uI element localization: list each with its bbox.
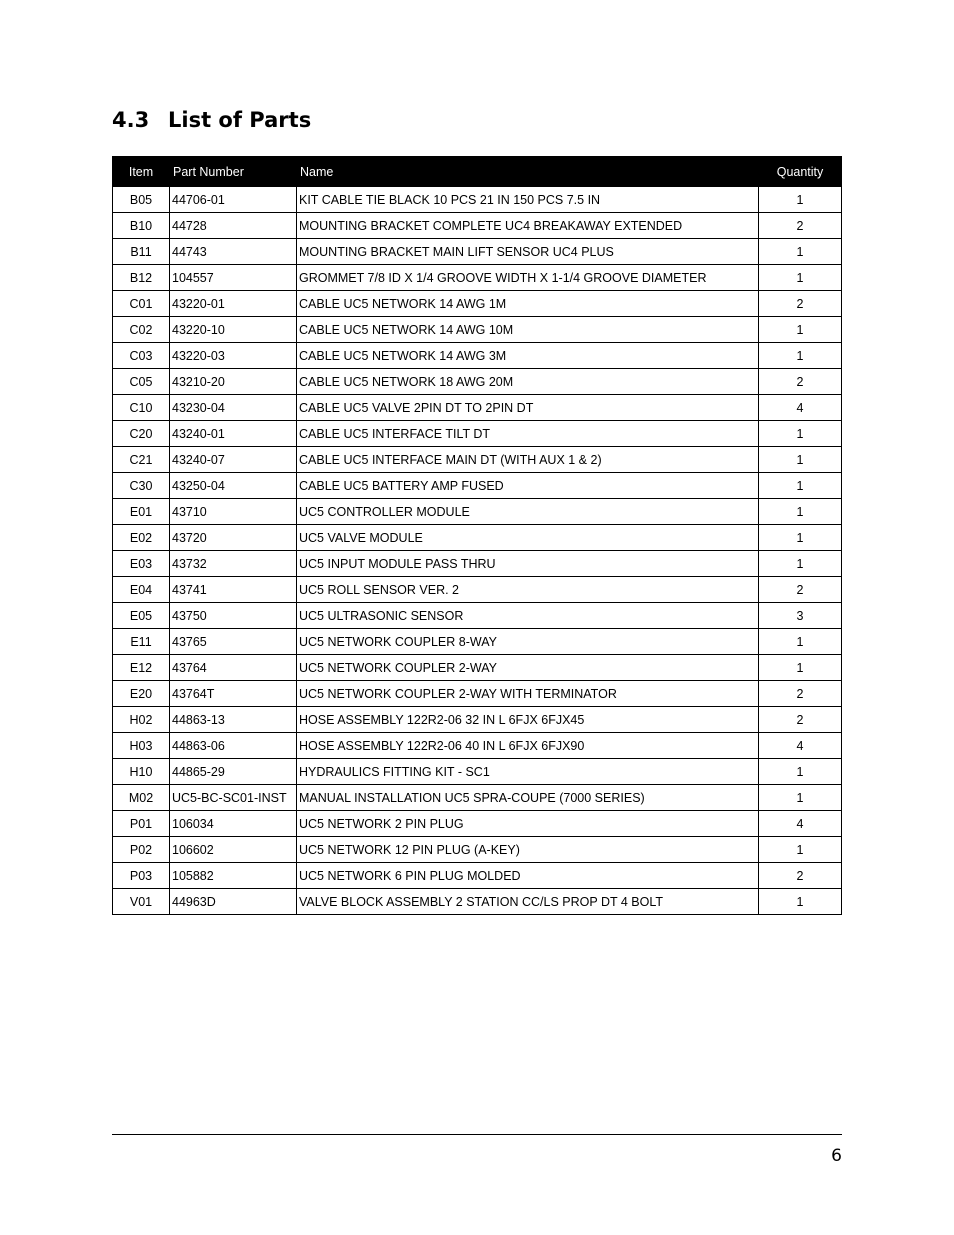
cell-item: E03: [113, 551, 170, 577]
table-row: [113, 629, 842, 655]
cell-item: C10: [113, 395, 170, 421]
table-row: [113, 551, 842, 577]
cell-item: E05: [113, 603, 170, 629]
footer-divider: [112, 1134, 842, 1135]
cell-part-number: 43220-10: [170, 317, 297, 343]
cell-name: UC5 NETWORK COUPLER 8-WAY: [297, 629, 759, 655]
cell-name: CABLE UC5 NETWORK 14 AWG 1M: [297, 291, 759, 317]
cell-name: MOUNTING BRACKET MAIN LIFT SENSOR UC4 PLUS: [297, 239, 759, 265]
cell-item: C03: [113, 343, 170, 369]
cell-item: M02: [113, 785, 170, 811]
table-row: [113, 863, 842, 889]
cell-item: C02: [113, 317, 170, 343]
cell-item: C30: [113, 473, 170, 499]
cell-part-number: 43220-03: [170, 343, 297, 369]
cell-name: MANUAL INSTALLATION UC5 SPRA-COUPE (7000 SERIES): [297, 785, 759, 811]
cell-item: B12: [113, 265, 170, 291]
cell-item: B05: [113, 187, 170, 213]
cell-quantity: 1: [759, 889, 842, 915]
header-part-number: Part Number: [170, 157, 297, 187]
cell-part-number: 43732: [170, 551, 297, 577]
cell-part-number: 43230-04: [170, 395, 297, 421]
table-row: [113, 369, 842, 395]
cell-part-number: 43720: [170, 525, 297, 551]
cell-part-number: 44706-01: [170, 187, 297, 213]
table-row: [113, 811, 842, 837]
cell-part-number: 44863-13: [170, 707, 297, 733]
cell-item: C20: [113, 421, 170, 447]
cell-quantity: 1: [759, 239, 842, 265]
section-number: 4.3: [112, 108, 150, 132]
cell-quantity: 1: [759, 187, 842, 213]
table-row: [113, 525, 842, 551]
cell-name: GROMMET 7/8 ID X 1/4 GROOVE WIDTH X 1-1/4 GROOVE DIAMETER: [297, 265, 759, 291]
cell-item: E04: [113, 577, 170, 603]
cell-part-number: 44743: [170, 239, 297, 265]
table-row: [113, 681, 842, 707]
cell-item: P02: [113, 837, 170, 863]
cell-item: C21: [113, 447, 170, 473]
cell-quantity: 2: [759, 369, 842, 395]
cell-quantity: 1: [759, 265, 842, 291]
cell-name: UC5 NETWORK 6 PIN PLUG MOLDED: [297, 863, 759, 889]
cell-item: E01: [113, 499, 170, 525]
cell-name: HYDRAULICS FITTING KIT - SC1: [297, 759, 759, 785]
cell-item: C05: [113, 369, 170, 395]
cell-quantity: 1: [759, 473, 842, 499]
cell-quantity: 2: [759, 291, 842, 317]
cell-part-number: 43764: [170, 655, 297, 681]
cell-quantity: 1: [759, 655, 842, 681]
cell-part-number: 43240-07: [170, 447, 297, 473]
cell-part-number: 44963D: [170, 889, 297, 915]
cell-name: HOSE ASSEMBLY 122R2-06 40 IN L 6FJX 6FJX90: [297, 733, 759, 759]
cell-item: P03: [113, 863, 170, 889]
cell-quantity: 3: [759, 603, 842, 629]
table-row: [113, 447, 842, 473]
table-row: [113, 239, 842, 265]
parts-table: [112, 156, 842, 915]
cell-name: HOSE ASSEMBLY 122R2-06 32 IN L 6FJX 6FJX45: [297, 707, 759, 733]
cell-item: H03: [113, 733, 170, 759]
cell-part-number: 43210-20: [170, 369, 297, 395]
cell-part-number: UC5-BC-SC01-INST: [170, 785, 297, 811]
cell-item: V01: [113, 889, 170, 915]
cell-name: UC5 CONTROLLER MODULE: [297, 499, 759, 525]
cell-name: CABLE UC5 INTERFACE MAIN DT (WITH AUX 1 & 2): [297, 447, 759, 473]
cell-item: B11: [113, 239, 170, 265]
cell-quantity: 2: [759, 577, 842, 603]
cell-quantity: 1: [759, 447, 842, 473]
cell-name: UC5 NETWORK COUPLER 2-WAY: [297, 655, 759, 681]
cell-part-number: 106602: [170, 837, 297, 863]
table-row: [113, 577, 842, 603]
cell-item: H10: [113, 759, 170, 785]
cell-name: CABLE UC5 VALVE 2PIN DT TO 2PIN DT: [297, 395, 759, 421]
table-row: [113, 785, 842, 811]
cell-part-number: 43750: [170, 603, 297, 629]
cell-part-number: 43710: [170, 499, 297, 525]
cell-name: CABLE UC5 BATTERY AMP FUSED: [297, 473, 759, 499]
section-heading: [112, 108, 311, 132]
table-row: [113, 291, 842, 317]
table-row: [113, 395, 842, 421]
cell-name: VALVE BLOCK ASSEMBLY 2 STATION CC/LS PROP DT 4 BOLT: [297, 889, 759, 915]
table-row: [113, 343, 842, 369]
cell-name: CABLE UC5 INTERFACE TILT DT: [297, 421, 759, 447]
cell-name: KIT CABLE TIE BLACK 10 PCS 21 IN 150 PCS 7.5 IN: [297, 187, 759, 213]
table-row: [113, 473, 842, 499]
table-row: [113, 733, 842, 759]
cell-name: UC5 ULTRASONIC SENSOR: [297, 603, 759, 629]
cell-item: C01: [113, 291, 170, 317]
cell-part-number: 106034: [170, 811, 297, 837]
table-row: [113, 655, 842, 681]
cell-quantity: 1: [759, 759, 842, 785]
cell-item: P01: [113, 811, 170, 837]
cell-name: CABLE UC5 NETWORK 14 AWG 10M: [297, 317, 759, 343]
table-row: [113, 499, 842, 525]
cell-quantity: 2: [759, 707, 842, 733]
cell-item: E20: [113, 681, 170, 707]
cell-name: MOUNTING BRACKET COMPLETE UC4 BREAKAWAY EXTENDED: [297, 213, 759, 239]
cell-part-number: 43250-04: [170, 473, 297, 499]
cell-quantity: 4: [759, 395, 842, 421]
cell-item: E02: [113, 525, 170, 551]
cell-part-number: 43741: [170, 577, 297, 603]
cell-part-number: 44865-29: [170, 759, 297, 785]
cell-part-number: 105882: [170, 863, 297, 889]
table-row: [113, 421, 842, 447]
header-name: Name: [297, 157, 759, 187]
cell-quantity: 1: [759, 499, 842, 525]
cell-quantity: 4: [759, 733, 842, 759]
cell-item: B10: [113, 213, 170, 239]
cell-quantity: 4: [759, 811, 842, 837]
cell-part-number: 43240-01: [170, 421, 297, 447]
cell-name: UC5 ROLL SENSOR VER. 2: [297, 577, 759, 603]
cell-quantity: 2: [759, 213, 842, 239]
table-row: [113, 603, 842, 629]
cell-part-number: 43764T: [170, 681, 297, 707]
cell-name: UC5 NETWORK COUPLER 2-WAY WITH TERMINATOR: [297, 681, 759, 707]
table-row: [113, 187, 842, 213]
cell-quantity: 1: [759, 837, 842, 863]
cell-quantity: 1: [759, 629, 842, 655]
header-quantity: Quantity: [759, 157, 842, 187]
table-row: [113, 265, 842, 291]
page-number: 6: [831, 1146, 842, 1166]
header-item: Item: [113, 157, 170, 187]
cell-name: CABLE UC5 NETWORK 18 AWG 20M: [297, 369, 759, 395]
table-row: [113, 889, 842, 915]
table-row: [113, 759, 842, 785]
table-row: [113, 707, 842, 733]
cell-name: UC5 VALVE MODULE: [297, 525, 759, 551]
cell-name: UC5 NETWORK 12 PIN PLUG (A-KEY): [297, 837, 759, 863]
cell-item: E12: [113, 655, 170, 681]
cell-part-number: 43220-01: [170, 291, 297, 317]
cell-quantity: 1: [759, 421, 842, 447]
table-header-row: [113, 157, 842, 187]
cell-item: H02: [113, 707, 170, 733]
cell-quantity: 1: [759, 551, 842, 577]
cell-part-number: 43765: [170, 629, 297, 655]
cell-name: CABLE UC5 NETWORK 14 AWG 3M: [297, 343, 759, 369]
cell-quantity: 1: [759, 343, 842, 369]
cell-quantity: 1: [759, 785, 842, 811]
cell-quantity: 2: [759, 681, 842, 707]
cell-name: UC5 NETWORK 2 PIN PLUG: [297, 811, 759, 837]
cell-part-number: 104557: [170, 265, 297, 291]
cell-item: E11: [113, 629, 170, 655]
cell-quantity: 1: [759, 525, 842, 551]
cell-part-number: 44728: [170, 213, 297, 239]
table-row: [113, 837, 842, 863]
section-title: List of Parts: [168, 108, 312, 132]
cell-name: UC5 INPUT MODULE PASS THRU: [297, 551, 759, 577]
table-row: [113, 213, 842, 239]
cell-quantity: 2: [759, 863, 842, 889]
cell-quantity: 1: [759, 317, 842, 343]
cell-part-number: 44863-06: [170, 733, 297, 759]
table-row: [113, 317, 842, 343]
parts-table-body: [113, 187, 842, 915]
